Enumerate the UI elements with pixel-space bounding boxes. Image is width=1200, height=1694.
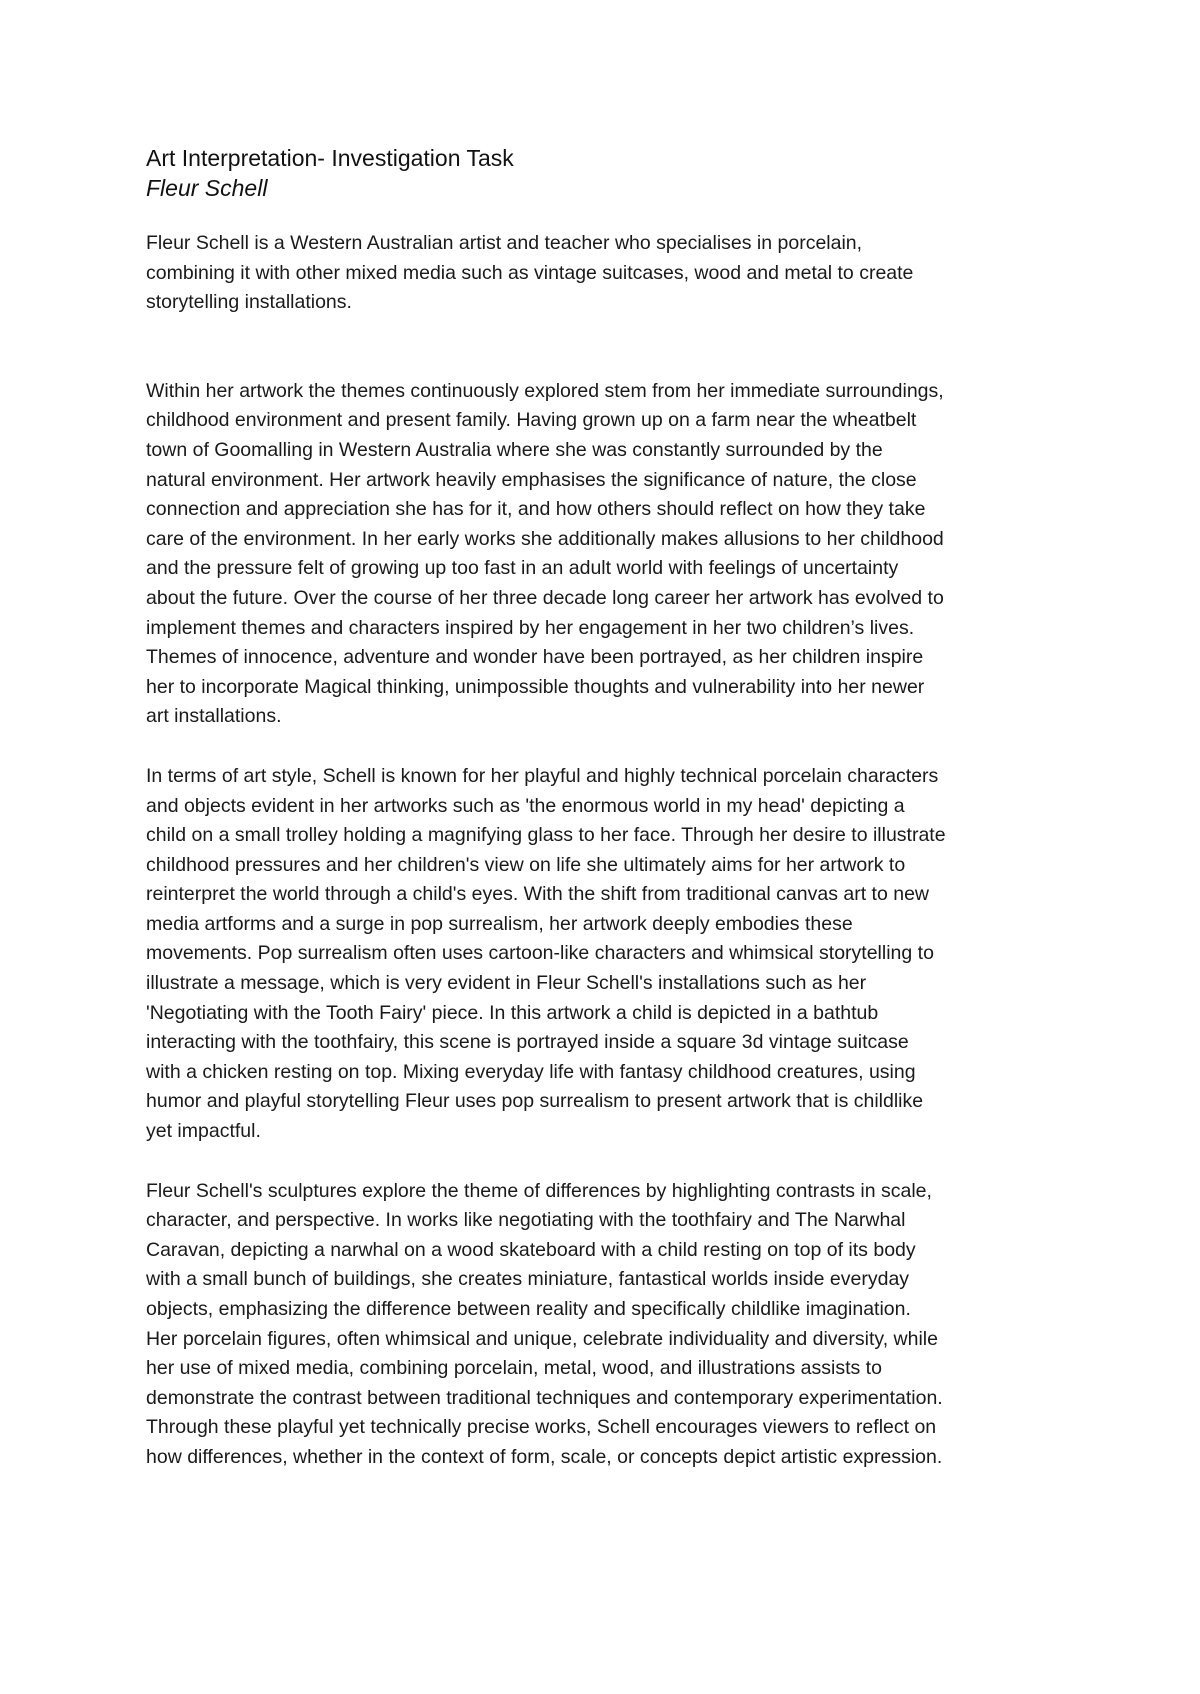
document-page: [146, 143, 1076, 1473]
paragraph-spacer: [146, 732, 1076, 762]
paragraph-differences: Fleur Schell's sculptures explore the theme of differences by highlighting contrasts in scale, character, and perspective. In works like negotiating with the toothfairy and The Narwhal Caravan, depicting a narwhal on a wood skateboard with a child resting on top of its body with a small bunch of buildings, she creates miniature, fantastical worlds inside everyday objects, emphasizing the difference between reality and specifically childlike imagination. Her porcelain figures, often whimsical and unique, celebrate individuality and diversity, while her use of mixed media, combining porcelain, metal, wood, and illustrations assists to demonstrate the contrast between traditional techniques and contemporary experimentation. Through these playful yet technically precise works, Schell encourages viewers to reflect on how differences, whether in the context of form, scale, or concepts depict artistic expression.: [146, 1179, 943, 1468]
document-title: Art Interpretation- Investigation Task: [146, 145, 514, 171]
paragraph-themes: Within her artwork the themes continuously explored stem from her immediate surroundings, childhood environment and present family. Having grown up on a farm near the wheatbelt town of Goomalling in Western Australia where she was constantly surrounded by the natural environment. Her artwork heavily emphasises the significance of nature, the close connection and appreciation she has for it, and how others should reflect on how they take care of the environment. In her early works she additionally makes allusions to her childhood and the pressure felt of growing up too fast in an adult world with feelings of uncertainty about the future. Over the course of her three decade long career her artwork has evolved to implement themes and characters inspired by her engagement in her two children’s lives. Themes of innocence, adventure and wonder have been portrayed, as her children inspire her to incorporate Magical thinking, unimpossible thoughts and vulnerability into her newer art installations.: [146, 379, 944, 728]
paragraph-spacer: [146, 1147, 1076, 1177]
paragraph-art-style: In terms of art style, Schell is known for her playful and highly technical porcelain characters and objects evident in her artworks such as 'the enormous world in my head' depicting a child on a small trolley holding a magnifying glass to her face. Through her desire to illustrate childhood pressures and her children's view on life she ultimately aims for her artwork to reinterpret the world through a child's eyes. With the shift from traditional canvas art to new media artforms and a surge in pop surrealism, her artwork deeply embodies these movements. Pop surrealism often uses cartoon-like characters and whimsical storytelling to illustrate a message, which is very evident in Fleur Schell's installations such as her 'Negotiating with the Tooth Fairy' piece. In this artwork a child is depicted in a bathtub interacting with the toothfairy, this scene is portrayed inside a square 3d vintage suitcase with a chicken resting on top. Mixing everyday life with fantasy childhood creatures, using humor and playful storytelling Fleur uses pop surrealism to present artwork that is childlike yet impactful.: [146, 764, 946, 1143]
paragraph-intro: Fleur Schell is a Western Australian artist and teacher who specialises in porcelain, combining it with other mixed media such as vintage suitcases, wood and metal to create storytelling installations.: [146, 232, 914, 314]
document-subtitle: Fleur Schell: [146, 175, 268, 201]
paragraph-spacer: [146, 318, 1076, 377]
